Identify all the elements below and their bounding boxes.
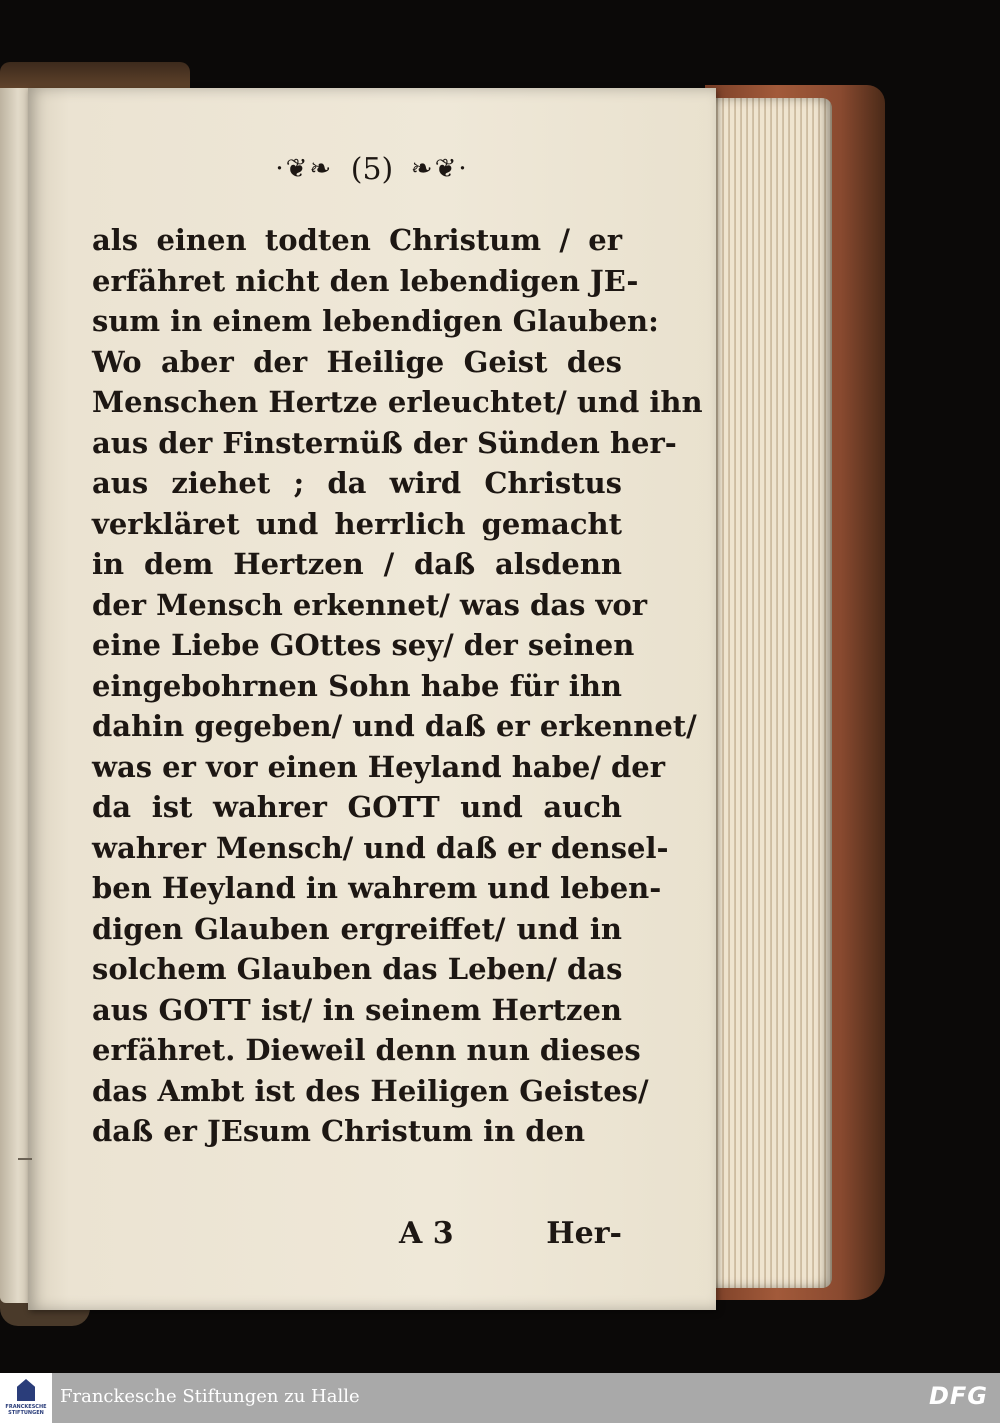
text-line: aus ziehet ; da wird Christus (92, 466, 622, 500)
text-line: der Mensch erkennet/ was das vor (92, 587, 648, 622)
text-line: digen Glauben ergreiffet/ und in (92, 911, 622, 946)
body-text (92, 220, 703, 1152)
logo-text: FRANCKESCHE STIFTUNGEN (5, 1404, 47, 1416)
text-line: Wo aber der Heilige Geist des (92, 344, 622, 379)
text-line: verkläret und herrlich gemacht (92, 506, 622, 541)
text-line: eine Liebe GOttes sey/ der seinen (92, 628, 635, 662)
dfg-logo[interactable]: DFG (928, 1382, 988, 1410)
text-line: aus der Finsternüß der Sünden her- (92, 425, 677, 460)
viewer-footer-bar (0, 1373, 1000, 1423)
text-line: da ist wahrer GOTT und auch (92, 790, 622, 824)
catchword: Her- (546, 1216, 622, 1251)
text-line: aus GOTT ist/ in seinem Hertzen (92, 992, 622, 1027)
institution-name: Franckesche Stiftungen zu Halle (60, 1386, 360, 1407)
text-line: als einen todten Christum / er (92, 223, 622, 257)
text-line: erfähret nicht den lebendigen JE- (92, 263, 639, 298)
page-header (28, 150, 716, 187)
header-ornament-left: ·❦❧ (275, 154, 334, 184)
institution-logo[interactable] (0, 1373, 52, 1423)
text-line: erfähret. Dieweil denn nun dieses (92, 1033, 641, 1067)
text-line: solchem Glauben das Leben/ das (92, 952, 623, 986)
text-line: in dem Hertzen / daß alsdenn (92, 547, 622, 581)
book-page (28, 88, 716, 1310)
text-line: eingebohrnen Sohn habe für ihn (92, 668, 622, 703)
text-line: Menschen Hertze erleuchtet/ und ihn (92, 385, 703, 419)
text-line: daß er JEsum Christum in den (92, 1114, 586, 1148)
signature-mark: A 3 (399, 1216, 454, 1251)
text-line: dahin gegeben/ und daß er erkennet/ (92, 709, 697, 743)
text-line: wahrer Mensch/ und daß er densel- (92, 830, 669, 865)
header-ornament-right: ❧❦· (410, 154, 469, 184)
building-icon (17, 1379, 35, 1401)
text-line: das Ambt ist des Heiligen Geistes/ (92, 1073, 649, 1108)
page-footer-line (92, 1216, 622, 1258)
left-page-edge (0, 88, 30, 1303)
binding-stitch (18, 1158, 32, 1160)
page-edges (712, 98, 832, 1288)
page-number: (5) (350, 151, 394, 187)
text-line: sum in einem lebendigen Glauben: (92, 304, 659, 338)
text-line: ben Heyland in wahrem und leben- (92, 871, 662, 905)
text-line: was er vor einen Heyland habe/ der (92, 749, 666, 784)
